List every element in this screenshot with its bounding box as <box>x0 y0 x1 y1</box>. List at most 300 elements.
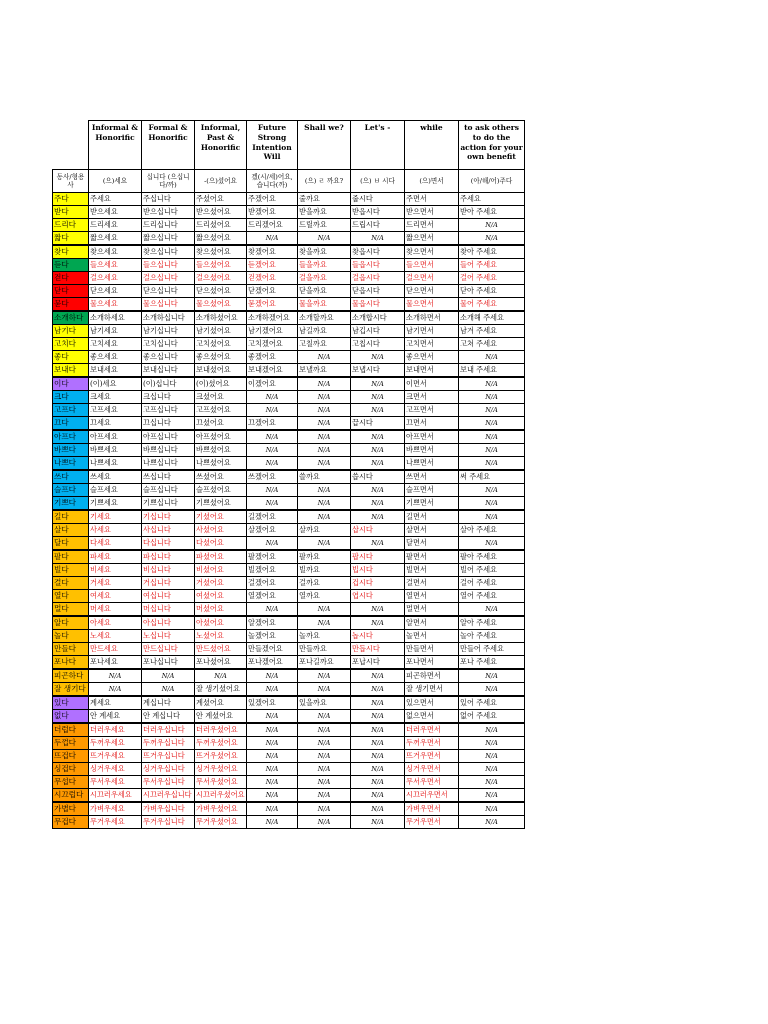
cell-future-intention: N/A <box>247 404 298 417</box>
cell-formal-honorific: N/A <box>142 683 195 697</box>
verb-cell: 있다 <box>53 696 89 710</box>
table-row <box>53 285 525 298</box>
cell-shall-we: N/A <box>298 537 351 551</box>
cell-formal-honorific: 나쁘십니다 <box>142 457 195 471</box>
cell-informal-past-honorific: 시끄러우셨어요 <box>195 789 247 803</box>
cell-shall-we: 물을까요 <box>298 298 351 312</box>
cell-future-intention: N/A <box>247 789 298 803</box>
cell-ask-others: N/A <box>459 484 525 497</box>
cell-lets: N/A <box>351 696 405 710</box>
verb-cell: 멀다 <box>53 603 89 617</box>
cell-while: 아프면서 <box>405 430 459 444</box>
cell-informal-past-honorific: 더러우셨어요 <box>195 723 247 737</box>
cell-shall-we: 고칠까요 <box>298 338 351 351</box>
cell-while: 없으면서 <box>405 710 459 724</box>
table-row <box>53 789 525 803</box>
cell-shall-we: N/A <box>298 484 351 497</box>
cell-while: 나쁘면서 <box>405 457 459 471</box>
cell-future-intention: 있겠어요 <box>247 696 298 710</box>
cell-lets: 들읍시다 <box>351 259 405 272</box>
cell-formal-honorific: 사십니다 <box>142 524 195 537</box>
table-row <box>53 776 525 789</box>
cell-while: 잘 생기면서 <box>405 683 459 697</box>
verb-cell: 알다 <box>53 616 89 630</box>
cell-ask-others: 보내 주세요 <box>459 364 525 378</box>
cell-ask-others: N/A <box>459 723 525 737</box>
cell-shall-we: 쓸까요 <box>298 470 351 484</box>
cell-future-intention: 주겠어요 <box>247 193 298 206</box>
cell-future-intention: 묻겠어요 <box>247 298 298 312</box>
cell-future-intention: 만들겠어요 <box>247 643 298 656</box>
header-cell-informal-past-honorific: Informal, Past & Honorific <box>195 121 247 170</box>
cell-future-intention: N/A <box>247 497 298 511</box>
cell-while: 포나면서 <box>405 656 459 670</box>
cell-future-intention: 살겠어요 <box>247 524 298 537</box>
cell-ask-others: 들어 주세요 <box>459 259 525 272</box>
verb-cell: 놀다 <box>53 630 89 643</box>
cell-shall-we: N/A <box>298 789 351 803</box>
cell-while: 더러우면서 <box>405 723 459 737</box>
cell-informal-honorific: 싱거우세요 <box>89 763 142 776</box>
table-row <box>53 550 525 564</box>
cell-future-intention: 고치겠어요 <box>247 338 298 351</box>
cell-informal-past-honorific: 비셨어요 <box>195 564 247 577</box>
cell-shall-we: N/A <box>298 750 351 763</box>
table-row <box>53 750 525 763</box>
cell-formal-honorific: 포나십니다 <box>142 656 195 670</box>
verb-cell: 묻다 <box>53 298 89 312</box>
verb-cell: 받다 <box>53 206 89 219</box>
cell-informal-past-honorific: 파셨어요 <box>195 550 247 564</box>
cell-formal-honorific: 보내십니다 <box>142 364 195 378</box>
cell-ask-others: 알아 주세요 <box>459 616 525 630</box>
cell-informal-honorific: 가벼우세요 <box>89 802 142 816</box>
verb-cell: 없다 <box>53 710 89 724</box>
cell-informal-past-honorific: 기셨어요 <box>195 510 247 524</box>
form-cell-informal-past-honorific: -(으)셨어요 <box>195 170 247 193</box>
cell-informal-past-honorific: 걸으셨어요 <box>195 272 247 285</box>
table-row <box>53 723 525 737</box>
cell-ask-others: 팔아 주세요 <box>459 550 525 564</box>
verb-cell: 싱겁다 <box>53 763 89 776</box>
cell-shall-we: N/A <box>298 497 351 511</box>
cell-informal-honorific: 들으세요 <box>89 259 142 272</box>
cell-formal-honorific: 슬프십니다 <box>142 484 195 497</box>
cell-while: 닫으면서 <box>405 285 459 298</box>
cell-lets: N/A <box>351 669 405 683</box>
cell-formal-honorific: 두꺼우십니다 <box>142 737 195 750</box>
cell-informal-honorific: 무서우세요 <box>89 776 142 789</box>
cell-while: 살면서 <box>405 524 459 537</box>
header-cell-while: while <box>405 121 459 170</box>
cell-informal-honorific: (이)세요 <box>89 377 142 391</box>
table-row <box>53 802 525 816</box>
cell-future-intention: N/A <box>247 391 298 404</box>
cell-formal-honorific: 무거우십니다 <box>142 816 195 829</box>
cell-while: 끄면서 <box>405 417 459 431</box>
table-row <box>53 669 525 683</box>
cell-future-intention: 걷겠어요 <box>247 272 298 285</box>
cell-shall-we: 있을까요 <box>298 696 351 710</box>
table-row <box>53 377 525 391</box>
cell-lets: 찾읍시다 <box>351 245 405 259</box>
cell-ask-others: 남겨 주세요 <box>459 325 525 338</box>
table-row <box>53 616 525 630</box>
verb-cell: 닫다 <box>53 285 89 298</box>
cell-while: 뜨거우면서 <box>405 750 459 763</box>
cell-ask-others: N/A <box>459 444 525 457</box>
verb-cell: 보내다 <box>53 364 89 378</box>
cell-lets: N/A <box>351 816 405 829</box>
cell-while: 슬프면서 <box>405 484 459 497</box>
cell-informal-past-honorific: 안 계셨어요 <box>195 710 247 724</box>
cell-future-intention: N/A <box>247 457 298 471</box>
table-row <box>53 430 525 444</box>
cell-future-intention: N/A <box>247 603 298 617</box>
cell-shall-we: N/A <box>298 391 351 404</box>
cell-informal-past-honorific: 소개하셨어요 <box>195 311 247 325</box>
cell-informal-past-honorific: 크셨어요 <box>195 391 247 404</box>
table-row <box>53 245 525 259</box>
cell-informal-honorific: 크세요 <box>89 391 142 404</box>
cell-formal-honorific: 찾으십니다 <box>142 245 195 259</box>
cell-formal-honorific: 거십니다 <box>142 577 195 590</box>
table-row <box>53 737 525 750</box>
cell-formal-honorific: 파십니다 <box>142 550 195 564</box>
cell-ask-others: N/A <box>459 683 525 697</box>
cell-informal-honorific: 고치세요 <box>89 338 142 351</box>
cell-shall-we: N/A <box>298 723 351 737</box>
header-cell-ask-others: to ask others to do the action for your own benefit <box>459 121 525 170</box>
cell-informal-past-honorific: 아프셨어요 <box>195 430 247 444</box>
cell-lets: N/A <box>351 683 405 697</box>
header-row <box>53 121 525 170</box>
form-cell-shall-we: (으) ㄹ 까요? <box>298 170 351 193</box>
cell-formal-honorific: N/A <box>142 669 195 683</box>
cell-while: 주면서 <box>405 193 459 206</box>
cell-lets: N/A <box>351 737 405 750</box>
cell-lets: N/A <box>351 789 405 803</box>
cell-while: 걸으면서 <box>405 272 459 285</box>
cell-future-intention: N/A <box>247 669 298 683</box>
table-row <box>53 272 525 285</box>
cell-informal-past-honorific: 아셨어요 <box>195 616 247 630</box>
cell-while: 고프면서 <box>405 404 459 417</box>
verb-cell: 짧다 <box>53 232 89 246</box>
cell-shall-we: N/A <box>298 232 351 246</box>
cell-shall-we: 포나길까요 <box>298 656 351 670</box>
header-cell-future-intention: Future Strong Intention Will <box>247 121 298 170</box>
form-cell-lets: (으) ㅂ 시다 <box>351 170 405 193</box>
cell-informal-honorific: 거세요 <box>89 577 142 590</box>
cell-future-intention: 듣겠어요 <box>247 259 298 272</box>
verb-cell: 고치다 <box>53 338 89 351</box>
cell-informal-past-honorific: 무거우셨어요 <box>195 816 247 829</box>
cell-shall-we: 받을까요 <box>298 206 351 219</box>
cell-informal-past-honorific: 여셨어요 <box>195 590 247 603</box>
cell-formal-honorific: 싱거우십니다 <box>142 763 195 776</box>
cell-lets: 소개합시다 <box>351 311 405 325</box>
verb-cell: 만들다 <box>53 643 89 656</box>
cell-while: 알면서 <box>405 616 459 630</box>
table-row <box>53 364 525 378</box>
cell-informal-past-honorific: 무서우셨어요 <box>195 776 247 789</box>
cell-lets: 줍시다 <box>351 193 405 206</box>
cell-while: 받으면서 <box>405 206 459 219</box>
verb-cell: 바쁘다 <box>53 444 89 457</box>
table-row <box>53 351 525 364</box>
cell-future-intention: N/A <box>247 723 298 737</box>
cell-informal-honorific: 짧으세요 <box>89 232 142 246</box>
cell-formal-honorific: 가벼우십니다 <box>142 802 195 816</box>
cell-while: 놀면서 <box>405 630 459 643</box>
conjugation-sheet <box>52 120 524 829</box>
cell-lets: N/A <box>351 457 405 471</box>
cell-while: 무서우면서 <box>405 776 459 789</box>
cell-formal-honorific: 주십니다 <box>142 193 195 206</box>
cell-formal-honorific: 기쁘십니다 <box>142 497 195 511</box>
verb-cell: 드리다 <box>53 219 89 232</box>
cell-lets: 보냅시다 <box>351 364 405 378</box>
cell-future-intention: 놀겠어요 <box>247 630 298 643</box>
table-row <box>53 683 525 697</box>
cell-lets: N/A <box>351 404 405 417</box>
cell-ask-others: N/A <box>459 219 525 232</box>
table-row <box>53 259 525 272</box>
cell-lets: N/A <box>351 444 405 457</box>
cell-while: 보내면서 <box>405 364 459 378</box>
cell-informal-past-honorific: 주셨어요 <box>195 193 247 206</box>
cell-future-intention: N/A <box>247 683 298 697</box>
cell-lets: N/A <box>351 510 405 524</box>
cell-lets: 드립시다 <box>351 219 405 232</box>
cell-formal-honorific: 닫으십니다 <box>142 285 195 298</box>
cell-ask-others: 써 주세요 <box>459 470 525 484</box>
cell-while: 두꺼우면서 <box>405 737 459 750</box>
cell-shall-we: N/A <box>298 417 351 431</box>
cell-formal-honorific: 좋으십니다 <box>142 351 195 364</box>
cell-shall-we: 줄까요 <box>298 193 351 206</box>
cell-shall-we: N/A <box>298 377 351 391</box>
cell-shall-we: 닫을까요 <box>298 285 351 298</box>
verb-cell: 달다 <box>53 537 89 551</box>
cell-lets: N/A <box>351 377 405 391</box>
cell-shall-we: N/A <box>298 603 351 617</box>
table-row <box>53 470 525 484</box>
cell-lets: 받읍시다 <box>351 206 405 219</box>
cell-informal-past-honorific: 사셨어요 <box>195 524 247 537</box>
cell-future-intention: N/A <box>247 776 298 789</box>
cell-formal-honorific: 고치십니다 <box>142 338 195 351</box>
cell-informal-honorific: 두꺼우세요 <box>89 737 142 750</box>
cell-while: 들으면서 <box>405 259 459 272</box>
cell-future-intention: 걸겠어요 <box>247 577 298 590</box>
table-row <box>53 763 525 776</box>
table-row <box>53 193 525 206</box>
cell-while: 빌면서 <box>405 564 459 577</box>
cell-lets: N/A <box>351 484 405 497</box>
table-row <box>53 338 525 351</box>
cell-informal-past-honorific: 닫으셨어요 <box>195 285 247 298</box>
verb-cell: 끄다 <box>53 417 89 431</box>
verb-cell: 시끄럽다 <box>53 789 89 803</box>
cell-informal-honorific: N/A <box>89 683 142 697</box>
cell-ask-others: N/A <box>459 789 525 803</box>
cell-while: 열면서 <box>405 590 459 603</box>
cell-while: 가벼우면서 <box>405 802 459 816</box>
cell-ask-others: N/A <box>459 351 525 364</box>
cell-shall-we: 걸까요 <box>298 577 351 590</box>
cell-while: 시끄러우면서 <box>405 789 459 803</box>
cell-informal-past-honorific: 다셨어요 <box>195 537 247 551</box>
table-row <box>53 590 525 603</box>
verb-cell: 가볍다 <box>53 802 89 816</box>
cell-ask-others: 놀아 주세요 <box>459 630 525 643</box>
cell-lets: 남깁시다 <box>351 325 405 338</box>
cell-informal-past-honorific: 고프셨어요 <box>195 404 247 417</box>
cell-ask-others: 걸어 주세요 <box>459 577 525 590</box>
cell-lets: 닫읍시다 <box>351 285 405 298</box>
cell-informal-honorific: 안 계세요 <box>89 710 142 724</box>
verb-cell: 소개하다 <box>53 311 89 325</box>
cell-future-intention: 포나겠어요 <box>247 656 298 670</box>
cell-informal-honorific: 기세요 <box>89 510 142 524</box>
form-cell-while: (으)면서 <box>405 170 459 193</box>
cell-lets: N/A <box>351 391 405 404</box>
cell-formal-honorific: 드리십니다 <box>142 219 195 232</box>
cell-shall-we: N/A <box>298 710 351 724</box>
table-body <box>53 121 525 829</box>
cell-formal-honorific: 끄십니다 <box>142 417 195 431</box>
form-cell-verb-adjective: 동사/형용사 <box>53 170 89 193</box>
cell-informal-honorific: 사세요 <box>89 524 142 537</box>
cell-informal-past-honorific: N/A <box>195 669 247 683</box>
cell-future-intention: N/A <box>247 763 298 776</box>
table-row <box>53 484 525 497</box>
verb-cell: 더럽다 <box>53 723 89 737</box>
cell-formal-honorific: 더러우십니다 <box>142 723 195 737</box>
table-row <box>53 311 525 325</box>
cell-ask-others: N/A <box>459 457 525 471</box>
verb-cell: 크다 <box>53 391 89 404</box>
cell-informal-honorific: 노세요 <box>89 630 142 643</box>
cell-informal-past-honorific: 거셨어요 <box>195 577 247 590</box>
verb-cell: 걷다 <box>53 272 89 285</box>
cell-future-intention: 드리겠어요 <box>247 219 298 232</box>
cell-while: 남기면서 <box>405 325 459 338</box>
cell-informal-past-honorific: 머셨어요 <box>195 603 247 617</box>
cell-lets: 삽시다 <box>351 524 405 537</box>
cell-informal-past-honorific: 만드셨어요 <box>195 643 247 656</box>
verb-cell: 아프다 <box>53 430 89 444</box>
verb-cell: 길다 <box>53 510 89 524</box>
cell-while: 무거우면서 <box>405 816 459 829</box>
cell-future-intention: 열겠어요 <box>247 590 298 603</box>
verb-cell: 잘 생기다 <box>53 683 89 697</box>
cell-while: 멀면서 <box>405 603 459 617</box>
cell-future-intention: 찾겠어요 <box>247 245 298 259</box>
table-row <box>53 577 525 590</box>
cell-future-intention: 길겠어요 <box>247 510 298 524</box>
cell-lets: 포납시다 <box>351 656 405 670</box>
cell-informal-past-honorific: 잘 생기셨어요 <box>195 683 247 697</box>
cell-while: 짧으면서 <box>405 232 459 246</box>
cell-ask-others: N/A <box>459 737 525 750</box>
table-row <box>53 537 525 551</box>
cell-lets: 엽시다 <box>351 590 405 603</box>
header-cell-blank <box>53 121 89 170</box>
cell-informal-honorific: 뜨거우세요 <box>89 750 142 763</box>
cell-while: 크면서 <box>405 391 459 404</box>
cell-while: 달면서 <box>405 537 459 551</box>
cell-future-intention: 쓰겠어요 <box>247 470 298 484</box>
cell-informal-past-honorific: 보내셨어요 <box>195 364 247 378</box>
cell-shall-we: 걸을까요 <box>298 272 351 285</box>
cell-future-intention: N/A <box>247 537 298 551</box>
verb-cell: 나쁘다 <box>53 457 89 471</box>
cell-informal-past-honorific: (이)셨어요 <box>195 377 247 391</box>
table-row <box>53 603 525 617</box>
cell-shall-we: N/A <box>298 404 351 417</box>
cell-lets: 고칩시다 <box>351 338 405 351</box>
cell-ask-others: 있어 주세요 <box>459 696 525 710</box>
cell-informal-past-honorific: 끄셨어요 <box>195 417 247 431</box>
cell-informal-past-honorific: 바쁘셨어요 <box>195 444 247 457</box>
cell-future-intention: 받겠어요 <box>247 206 298 219</box>
cell-shall-we: N/A <box>298 430 351 444</box>
table-row <box>53 564 525 577</box>
cell-ask-others: N/A <box>459 417 525 431</box>
cell-lets: 팝시다 <box>351 550 405 564</box>
cell-future-intention: N/A <box>247 737 298 750</box>
cell-shall-we: N/A <box>298 683 351 697</box>
cell-informal-honorific: 포나세요 <box>89 656 142 670</box>
cell-formal-honorific: 짧으십니다 <box>142 232 195 246</box>
cell-formal-honorific: 쓰십니다 <box>142 470 195 484</box>
cell-formal-honorific: 아프십니다 <box>142 430 195 444</box>
cell-informal-honorific: 더러우세요 <box>89 723 142 737</box>
cell-shall-we: 빌까요 <box>298 564 351 577</box>
cell-while: 피곤하면서 <box>405 669 459 683</box>
cell-informal-honorific: 시끄러우세요 <box>89 789 142 803</box>
cell-future-intention: 끄겠어요 <box>247 417 298 431</box>
cell-while: 쓰면서 <box>405 470 459 484</box>
cell-ask-others: N/A <box>459 603 525 617</box>
verb-cell: 두껍다 <box>53 737 89 750</box>
cell-future-intention: 팔겠어요 <box>247 550 298 564</box>
cell-ask-others: 살아 주세요 <box>459 524 525 537</box>
cell-formal-honorific: 물으십니다 <box>142 298 195 312</box>
table-row <box>53 457 525 471</box>
cell-informal-honorific: 슬프세요 <box>89 484 142 497</box>
cell-while: 기쁘면서 <box>405 497 459 511</box>
cell-while: 팔면서 <box>405 550 459 564</box>
table-row <box>53 417 525 431</box>
cell-formal-honorific: 걸으십니다 <box>142 272 195 285</box>
cell-informal-honorific: 머세요 <box>89 603 142 617</box>
cell-lets: N/A <box>351 750 405 763</box>
verb-cell: 빌다 <box>53 564 89 577</box>
cell-informal-honorific: 좋으세요 <box>89 351 142 364</box>
verb-cell: 쓰다 <box>53 470 89 484</box>
cell-ask-others: 빌어 주세요 <box>459 564 525 577</box>
cell-formal-honorific: 바쁘십니다 <box>142 444 195 457</box>
cell-informal-past-honorific: 들으셨어요 <box>195 259 247 272</box>
cell-informal-honorific: 받으세요 <box>89 206 142 219</box>
cell-while: 이면서 <box>405 377 459 391</box>
cell-formal-honorific: 받으십니다 <box>142 206 195 219</box>
cell-informal-past-honorific: 계셨어요 <box>195 696 247 710</box>
